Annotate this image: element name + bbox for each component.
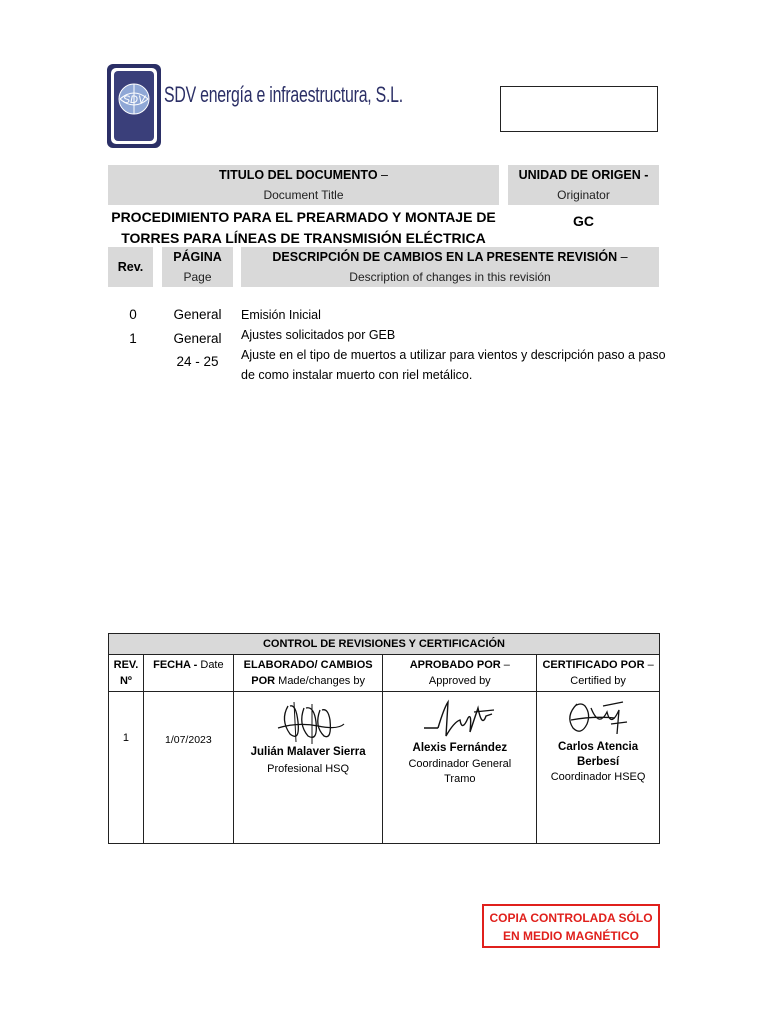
revision-control-table xyxy=(108,633,660,844)
control-col-date xyxy=(143,655,233,692)
company-name: SDV energía e infraestructura, S.L. xyxy=(164,82,403,107)
procedure-title: PROCEDIMIENTO PARA EL PREARMADO Y MONTAJE DE TORRES PARA LÍNEAS DE TRANSMISIÓN ELÉCTRICA xyxy=(111,209,496,246)
approved-by-role: Coordinador General Tramo xyxy=(408,758,512,785)
revision-1-description: Ajustes solicitados por GEB xyxy=(241,328,396,342)
made-by-name: Julián Malaver Sierra xyxy=(250,746,366,758)
approved-by-signature xyxy=(420,698,500,742)
revision-0-rev: 0 xyxy=(129,307,137,322)
control-col-date-label: FECHA - xyxy=(153,659,198,671)
certified-by-role: Coordinador HSEQ xyxy=(550,771,646,783)
origin-unit-label: UNIDAD DE ORIGEN - xyxy=(518,168,649,182)
revision-1-page: General xyxy=(173,331,222,346)
revision-0-page: General xyxy=(173,307,222,322)
control-row-date: 1/07/2023 xyxy=(143,692,233,844)
control-col-rev-label: REV. Nº xyxy=(113,659,139,687)
made-by-signature xyxy=(268,698,348,746)
page-column-header xyxy=(162,247,233,287)
control-col-certified-dash: – xyxy=(644,659,654,671)
revision-0-description: Emisión Inicial xyxy=(241,308,321,322)
control-col-made-sub: Made/changes by xyxy=(275,675,365,687)
approved-by-name: Alexis Fernández xyxy=(412,742,508,754)
approved-by-cell xyxy=(383,692,537,844)
stamp-line-1: COPIA CONTROLADA SÓLO xyxy=(489,911,653,925)
revision-2-description: Ajuste en el tipo de muertos a utilizar para vientos y descripción paso a paso de como instalar muerto con riel metálico. xyxy=(241,348,666,382)
revision-2-page: 24 - 25 xyxy=(176,354,219,369)
document-title-label: TITULO DEL DOCUMENTO xyxy=(218,168,378,182)
description-header-sub: Description of changes in this revisión xyxy=(349,270,551,284)
controlled-copy-stamp xyxy=(482,904,660,948)
stamp-line-2: EN MEDIO MAGNÉTICO xyxy=(502,929,639,943)
control-col-made xyxy=(233,655,383,692)
control-col-approved-sub: Approved by xyxy=(428,675,491,687)
control-col-approved-dash: – xyxy=(500,659,510,671)
rev-column-header xyxy=(108,247,153,287)
page-header-sub: Page xyxy=(183,270,212,284)
document-title-sub: Document Title xyxy=(263,188,344,202)
page-header-label: PÁGINA xyxy=(173,250,222,264)
desc-dash: – xyxy=(617,250,628,264)
origin-unit-sub: Originator xyxy=(557,188,610,202)
description-column-header xyxy=(241,247,659,287)
svg-text:SDV: SDV xyxy=(122,94,146,106)
certified-by-name: Carlos Atencia Berbesí xyxy=(558,741,639,768)
document-code-box xyxy=(500,86,658,132)
control-row-rev: 1 xyxy=(109,692,144,844)
control-col-approved-label: APROBADO POR xyxy=(409,659,501,671)
rev-header-label: Rev. xyxy=(117,260,144,274)
document-title-header xyxy=(108,165,499,205)
control-table-title: CONTROL DE REVISIONES Y CERTIFICACIÓN xyxy=(109,634,660,655)
origin-unit-header xyxy=(508,165,659,205)
title-dash: – xyxy=(377,168,388,182)
control-col-certified xyxy=(537,655,660,692)
made-by-cell xyxy=(233,692,383,844)
company-logo xyxy=(106,63,162,149)
control-col-rev xyxy=(109,655,144,692)
certified-by-signature xyxy=(563,698,633,740)
made-by-role: Profesional HSQ xyxy=(267,763,350,775)
control-col-made-label: ELABORADO/ CAMBIOS POR xyxy=(243,659,373,687)
description-header-label: DESCRIPCIÓN DE CAMBIOS EN LA PRESENTE REVISIÓN xyxy=(272,250,618,264)
revision-1-rev: 1 xyxy=(129,331,137,346)
control-col-approved xyxy=(383,655,537,692)
origin-unit-value: GC xyxy=(573,213,594,229)
control-col-certified-label: CERTIFICADO POR xyxy=(542,659,645,671)
control-col-certified-sub: Certified by xyxy=(570,675,626,687)
control-col-date-sub: Date xyxy=(197,659,224,671)
certified-by-cell xyxy=(537,692,660,844)
